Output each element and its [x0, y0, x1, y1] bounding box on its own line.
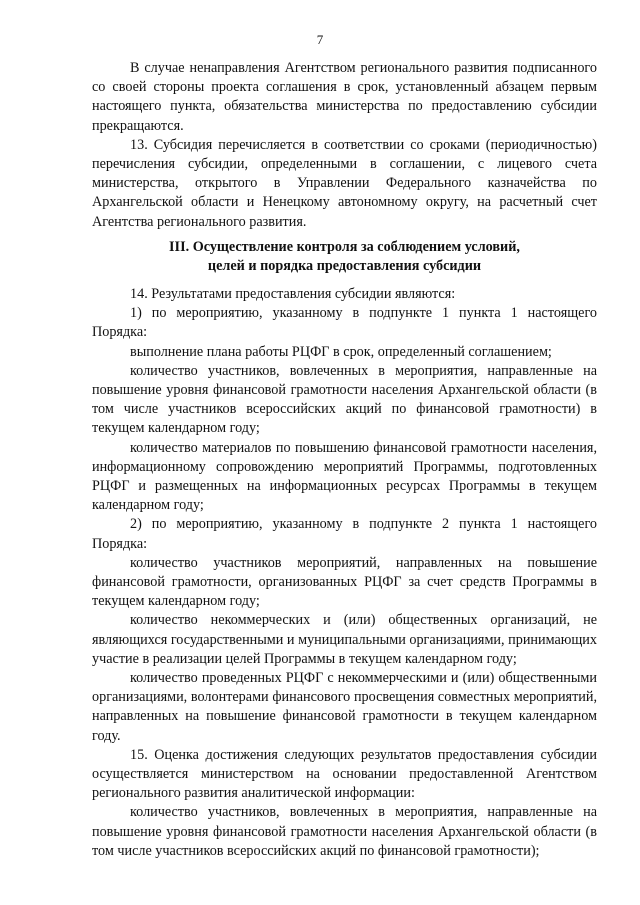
- page-number: 7: [316, 32, 324, 47]
- paragraph: 2) по мероприятию, указанному в подпункте 2 пункта 1 настоящего Порядка:: [92, 516, 597, 552]
- paragraph: 13. Субсидия перечисляется в соответствии со сроками (периодичностью) перечисления субсидии, определенными в соглашении, с лицевого счета министерства, открытого в Управлении Федерального казначейства по Архангельской области и Ненецкому автономному округу, на расчетный счет Агентства регионального развития.: [92, 136, 597, 230]
- section-heading: [92, 238, 597, 276]
- paragraph: 1) по мероприятию, указанному в подпункте 1 пункта 1 настоящего Порядка:: [92, 305, 597, 341]
- paragraph: количество участников мероприятий, направленных на повышение финансовой грамотности, организованных РЦФГ за счет средств Программы в текущем календарном году;: [92, 554, 597, 610]
- section-text: [92, 285, 597, 861]
- paragraph: 15. Оценка достижения следующих результатов предоставления субсидии осуществляется министерством на основании предоставленной Агентством регионального развития аналитической информации:: [92, 746, 597, 802]
- paragraph: количество участников, вовлеченных в мероприятия, направленные на повышение уровня финансовой грамотности населения Архангельской области (в том числе участников всероссийских акций по финансовой грамотности);: [92, 804, 597, 859]
- paragraph: количество участников, вовлеченных в мероприятия, направленные на повышение уровня финансовой грамотности населения Архангельской области (в том числе участников всероссийских акций по финансовой грамотности) в текущем календарном году;: [92, 362, 597, 437]
- section-heading-line-2: целей и порядка предоставления субсидии: [207, 258, 482, 275]
- paragraph: В случае ненаправления Агентством регионального развития подписанного со своей стороны проекта соглашения в срок, установленный абзацем первым настоящего пункта, обязательства министерства по предоставлению субсидии прекращаются.: [92, 60, 597, 134]
- paragraph: количество материалов по повышению финансовой грамотности населения, информационному сопровождению мероприятий Программы, подготовленных РЦФГ и размещенных на информационных ресурсах Программы в текущем календарном году;: [92, 439, 597, 514]
- paragraph: количество некоммерческих и (или) общественных организаций, не являющихся государственными и муниципальными организациями, принимающих участие в реализации целей Программы в текущем календарном году;: [92, 612, 597, 667]
- intro-text: [92, 59, 597, 232]
- paragraph: выполнение плана работы РЦФГ в срок, определенный соглашением;: [130, 343, 552, 360]
- paragraph: количество проведенных РЦФГ с некоммерческими и (или) общественными организациями, волонтерами финансового просвещения совместных мероприятий, направленных на повышение финансовой грамотности в текущем календарном году.: [92, 670, 597, 744]
- section-heading-line-1: III. Осуществление контроля за соблюдением условий,: [169, 239, 520, 255]
- paragraph: 14. Результатами предоставления субсидии являются:: [130, 286, 456, 302]
